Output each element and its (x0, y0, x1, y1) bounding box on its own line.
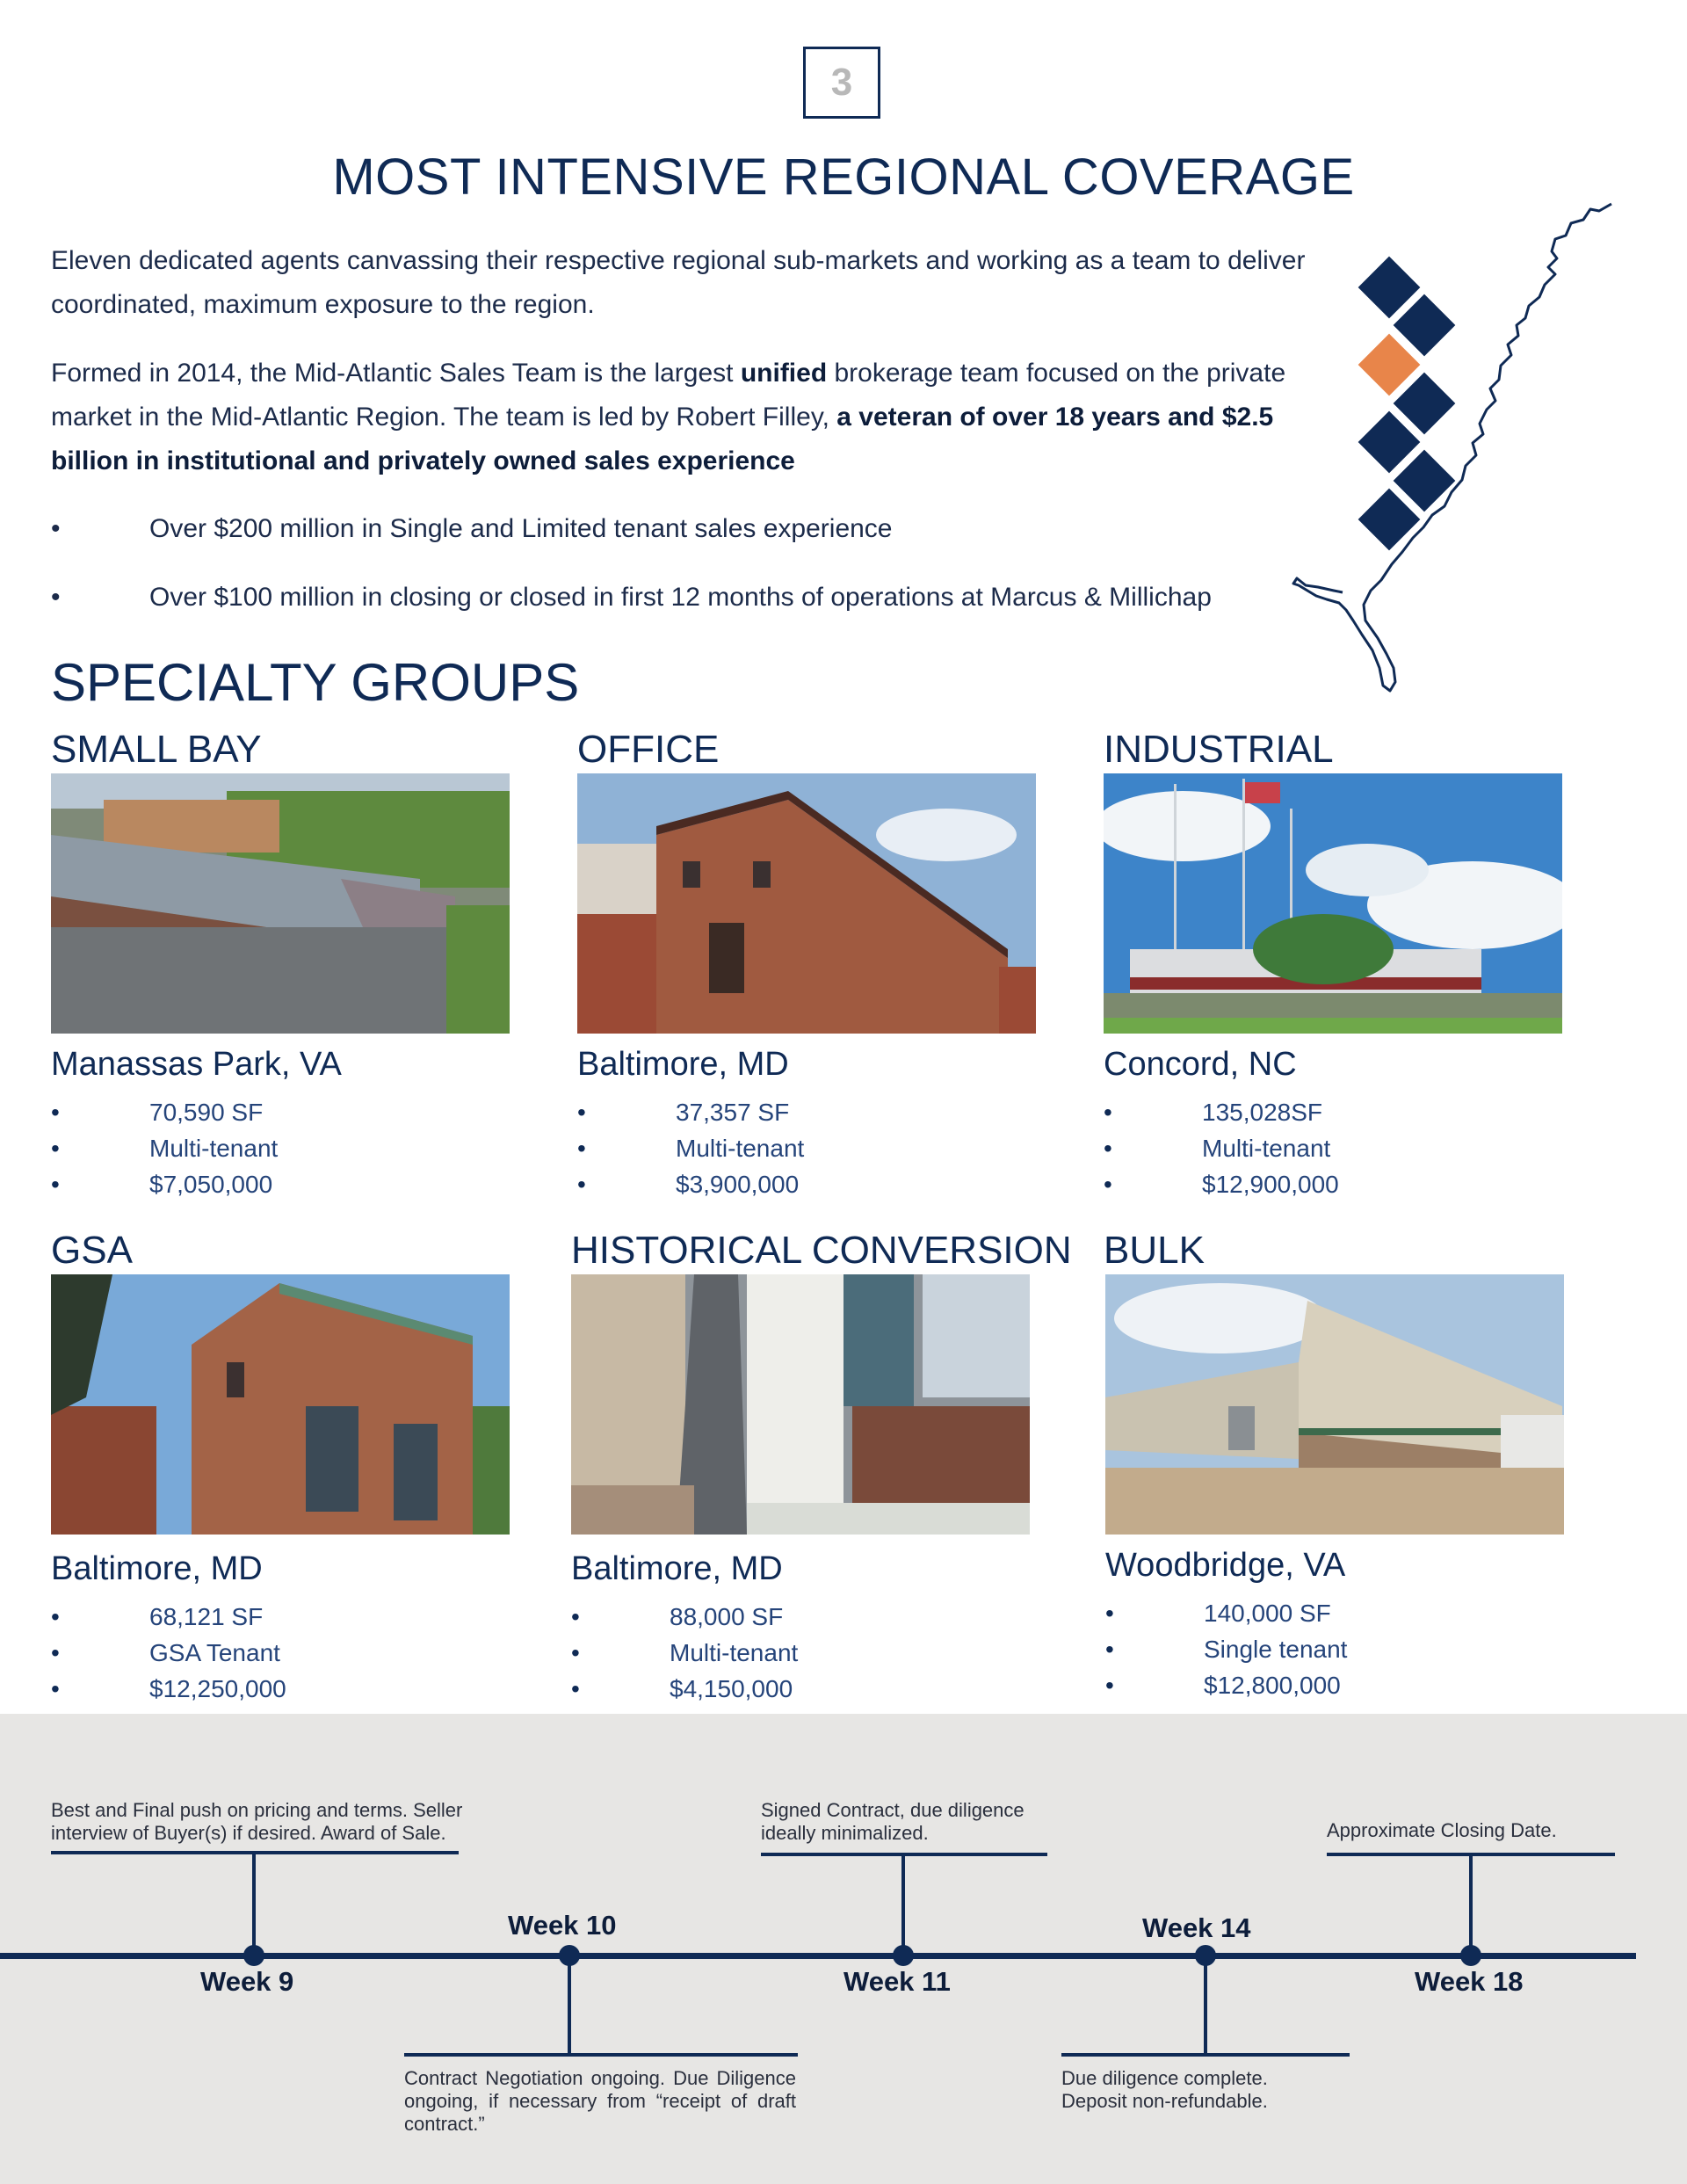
bullet-dot: • (571, 1675, 580, 1702)
timeline-label-week-9: Week 9 (200, 1966, 294, 1997)
bullet-text: Over $200 million in Single and Limited tenant sales experience (149, 514, 893, 543)
page-number-box (803, 47, 880, 119)
stat-text: Multi-tenant (676, 1135, 805, 1162)
bullet-dot: • (1105, 1672, 1114, 1699)
bullet-dot: • (51, 1675, 60, 1702)
group-title-small-bay: SMALL BAY (51, 728, 262, 771)
location-historical-conversion: Baltimore, MD (571, 1550, 783, 1587)
specialty-groups-heading: SPECIALTY GROUPS (51, 653, 580, 712)
stat-text: 140,000 SF (1204, 1600, 1331, 1627)
stat-item (577, 1099, 1017, 1128)
timeline-node (893, 1945, 914, 1966)
timeline-node (1460, 1945, 1481, 1966)
photo-office-building (577, 773, 1036, 1034)
group-title-bulk: BULK (1104, 1229, 1205, 1272)
timeline-label-week-18: Week 18 (1415, 1966, 1524, 1997)
stat-text: $7,050,000 (149, 1171, 273, 1198)
stat-item (571, 1675, 1010, 1705)
stat-text: Multi-tenant (149, 1135, 279, 1162)
formed-bold-unified: unified (740, 359, 828, 388)
stat-text: Single tenant (1204, 1636, 1348, 1663)
stat-item (51, 1135, 490, 1165)
bullet-dot: • (51, 514, 61, 543)
intro-paragraph: Eleven dedicated agents canvassing their respective regional sub-markets and working as a team to deliver coordinated, maximum exposure to the region. (51, 246, 1306, 319)
timeline-label-week-10: Week 10 (508, 1910, 617, 1941)
group-title-industrial: INDUSTRIAL (1104, 728, 1334, 771)
stat-item (577, 1171, 1017, 1201)
bullet-dot: • (1104, 1171, 1112, 1198)
stat-item (51, 1171, 490, 1201)
photo-gsa-building (51, 1274, 510, 1535)
location-industrial: Concord, NC (1104, 1046, 1297, 1083)
bullet-dot: • (51, 1603, 60, 1630)
timeline-node (559, 1945, 580, 1966)
timeline-node (1195, 1945, 1216, 1966)
stat-text: 88,000 SF (670, 1603, 784, 1630)
bullet-dot: • (51, 1099, 60, 1126)
formed-text-1: Formed in 2014, the Mid-Atlantic Sales Team is the largest (51, 359, 741, 388)
stat-text: 135,028SF (1202, 1099, 1322, 1126)
bullet-dot: • (571, 1639, 580, 1666)
bullet-dot: • (51, 1135, 60, 1162)
bullet-dot: • (577, 1171, 586, 1198)
timeline-note-week-14: Due diligence complete. Deposit non-refundable. (1061, 2067, 1268, 2112)
stat-item (51, 1099, 490, 1128)
timeline-note-week-10: Contract Negotiation ongoing. Due Diligence ongoing, if necessary from “receipt of draft contract.” (404, 2067, 796, 2135)
bullet-dot: • (577, 1099, 586, 1126)
location-gsa: Baltimore, MD (51, 1550, 263, 1587)
formed-paragraph (51, 352, 1316, 483)
bullet-item (51, 583, 1281, 618)
photo-bulk-warehouse (1105, 1274, 1564, 1535)
photo-industrial-campus (1104, 773, 1562, 1034)
stat-text: 37,357 SF (676, 1099, 790, 1126)
bullet-text: Over $100 million in closing or closed in first 12 months of operations at Marcus & Millichap (149, 583, 1212, 612)
timeline-note-week-9: Best and Final push on pricing and terms. Seller interview of Buyer(s) if desired. Award of Sale. (51, 1799, 463, 1844)
stat-item (571, 1639, 1010, 1669)
stat-item (1105, 1672, 1545, 1701)
coastline-outline (1293, 204, 1611, 691)
bullet-dot: • (51, 1639, 60, 1666)
formed-bold-veteran: a veteran of over 18 years and $2.5 billion in institutional and privately owned sales experience (51, 403, 1274, 475)
location-small-bay: Manassas Park, VA (51, 1046, 342, 1083)
stat-text: Multi-tenant (670, 1639, 799, 1666)
stat-text: $12,900,000 (1202, 1171, 1339, 1198)
location-office: Baltimore, MD (577, 1046, 789, 1083)
group-title-historical-conversion: HISTORICAL CONVERSION (571, 1229, 1072, 1272)
timeline-label-week-14: Week 14 (1142, 1912, 1251, 1943)
east-coast-map-graphic (1292, 193, 1617, 703)
stat-text: $12,250,000 (149, 1675, 286, 1702)
stat-item (51, 1675, 490, 1705)
stat-item (1104, 1099, 1543, 1128)
timeline-note-week-18: Approximate Closing Date. (1327, 1819, 1557, 1841)
stat-text: $4,150,000 (670, 1675, 793, 1702)
timeline-label-week-11: Week 11 (844, 1966, 951, 1997)
timeline-graphic (0, 1714, 1687, 2184)
stat-item (577, 1135, 1017, 1165)
page-title: MOST INTENSIVE REGIONAL COVERAGE (332, 149, 1355, 206)
bullet-dot: • (1105, 1636, 1114, 1663)
stat-item (51, 1639, 490, 1669)
bullet-dot: • (1104, 1099, 1112, 1126)
stat-item (1104, 1135, 1543, 1165)
stat-item (1105, 1600, 1545, 1629)
bullet-dot: • (577, 1135, 586, 1162)
diamond-marks (1358, 257, 1456, 551)
stat-item (1104, 1171, 1543, 1201)
timeline-node (243, 1945, 264, 1966)
stat-item (571, 1603, 1010, 1633)
bullet-dot: • (1105, 1600, 1114, 1627)
bullet-item (51, 514, 1281, 549)
group-title-office: OFFICE (577, 728, 720, 771)
page-number: 3 (830, 61, 853, 104)
photo-small-bay-aerial (51, 773, 510, 1034)
stat-text: $12,800,000 (1204, 1672, 1341, 1699)
bullet-dot: • (51, 1171, 60, 1198)
photo-historical-conversion-aerial (571, 1274, 1030, 1535)
bullet-dot: • (1104, 1135, 1112, 1162)
location-bulk: Woodbridge, VA (1105, 1547, 1346, 1584)
stat-item (1105, 1636, 1545, 1665)
formed-text-2: brokerage team focused on the private market in the Mid-Atlantic Region. The team is led by Robert Filley, (51, 359, 1286, 432)
stat-text: Multi-tenant (1202, 1135, 1331, 1162)
stat-text: 70,590 SF (149, 1099, 264, 1126)
stat-text: 68,121 SF (149, 1603, 264, 1630)
stat-text: GSA Tenant (149, 1639, 280, 1666)
group-title-gsa: GSA (51, 1229, 133, 1272)
timeline-note-week-11: Signed Contract, due diligence ideally minimalized. (761, 1799, 1025, 1844)
stat-item (51, 1603, 490, 1633)
bullet-dot: • (571, 1603, 580, 1630)
bullet-dot: • (51, 583, 61, 612)
stat-text: $3,900,000 (676, 1171, 800, 1198)
